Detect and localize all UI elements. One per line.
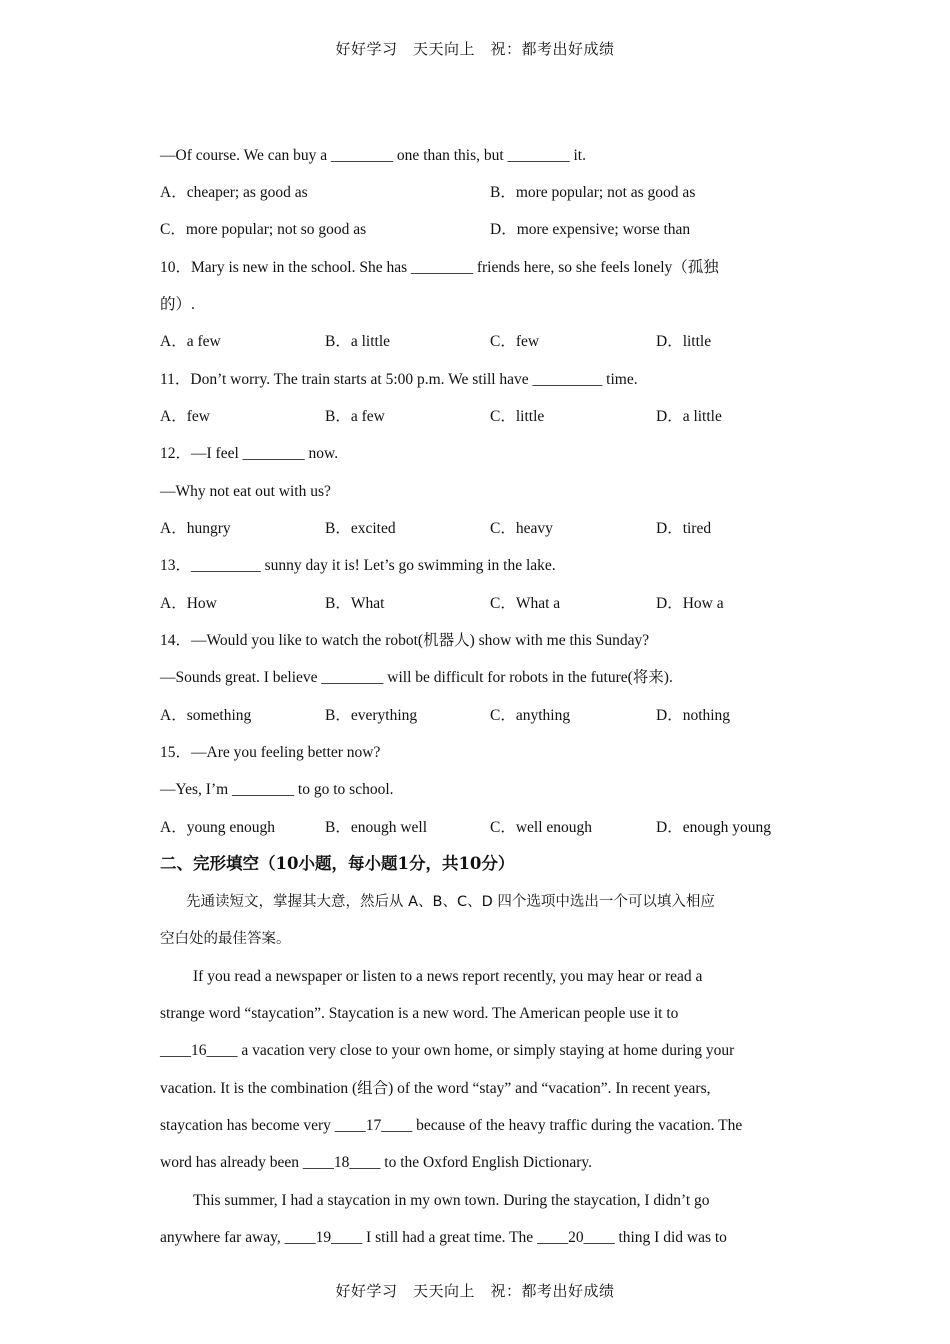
q12-stem-line-2: —Why not eat out with us? — [160, 483, 331, 500]
q11-option-d: D．a little — [656, 408, 722, 425]
q14-option-d: D．nothing — [656, 707, 731, 724]
q14-stem-line-1: 14．—Would you like to watch the robot(机器人) show with me this Sunday? — [160, 632, 650, 649]
q12-option-c: C．heavy — [490, 520, 553, 537]
q10-option-b: B．a little — [325, 333, 391, 350]
passage-line: This summer, I had a staycation in my own town. During the staycation, I didn’t go — [193, 1192, 710, 1209]
q12-option-d: D．tired — [656, 520, 712, 537]
q15-option-c: C．well enough — [490, 819, 593, 836]
q10-stem-line-1: 10．Mary is new in the school. She has ________ friends here, so she feels lonely（孤独 — [160, 259, 719, 276]
q15-option-a: A．young enough — [160, 819, 275, 836]
passage-line: If you read a newspaper or listen to a news report recently, you may hear or read a — [193, 968, 703, 985]
section-2-title: 二、完形填空（10小题，每小题1分，共10分） — [160, 854, 515, 873]
passage-text: anywhere far away, — [160, 1229, 285, 1246]
passage-line — [160, 1041, 734, 1061]
passage-line — [160, 1116, 742, 1136]
q9-option-d: D．more expensive; worse than — [490, 221, 691, 238]
q14-stem-line-2: —Sounds great. I believe ________ will be difficult for robots in the future(将来). — [160, 669, 673, 686]
q13-option-a: A．How — [160, 595, 217, 612]
q9-option-c: C．more popular; not so good as — [160, 221, 367, 238]
q11-option-a: A．few — [160, 408, 210, 425]
q9-option-a: A．cheaper; as good as — [160, 184, 308, 201]
q13-option-d: D．How a — [656, 595, 724, 612]
blank-16: ____16____ — [160, 1042, 238, 1059]
passage-text: staycation has become very — [160, 1117, 335, 1134]
q15-option-d: D．enough young — [656, 819, 771, 836]
blank-19: ____19____ — [284, 1229, 363, 1246]
q12-option-a: A．hungry — [160, 520, 231, 537]
section-2-instruction-line-1: 先通读短文，掌握其大意，然后从 A、B、C、D 四个选项中选出一个可以填入相应 — [186, 894, 715, 910]
passage-line: vacation. It is the combination (组合) of the word “stay” and “vacation”. In recent years, — [160, 1080, 711, 1097]
q15-option-b: B．enough well — [325, 819, 428, 836]
q14-option-b: B．everything — [325, 707, 418, 724]
q10-option-a: A．a few — [160, 333, 221, 350]
page-footer: 好好学习 天天向上 祝：都考出好成绩 — [335, 1282, 615, 1300]
blank-18: ____18____ — [302, 1154, 381, 1171]
q11-stem: 11．Don’t worry. The train starts at 5:00 p.m. We still have _________ time. — [160, 371, 638, 388]
page-header: 好好学习 天天向上 祝：都考出好成绩 — [335, 40, 615, 58]
q14-option-a: A．something — [160, 707, 252, 724]
q13-option-c: C．What a — [490, 595, 561, 612]
passage-text: a vacation very close to your own home, or simply staying at home during your — [237, 1042, 735, 1059]
q10-option-c: C．few — [490, 333, 540, 350]
q12-stem-line-1: 12．—I feel ________ now. — [160, 445, 339, 462]
passage-text: because of the heavy traffic during the vacation. The — [412, 1117, 743, 1134]
q15-stem-line-1: 15．—Are you feeling better now? — [160, 744, 381, 761]
q12-option-b: B．excited — [325, 520, 396, 537]
q10-option-d: D．little — [656, 333, 712, 350]
passage-text: word has already been — [160, 1154, 303, 1171]
passage-text: I still had a great time. The — [362, 1229, 538, 1246]
passage-text: thing I did was to — [614, 1229, 727, 1246]
passage-text: to the Oxford English Dictionary. — [380, 1154, 593, 1171]
q13-stem: 13．_________ sunny day it is! Let’s go swimming in the lake. — [160, 557, 556, 574]
q10-stem-line-2: 的）. — [160, 296, 195, 313]
q15-stem-line-2: —Yes, I’m ________ to go to school. — [160, 781, 394, 798]
q11-option-c: C．little — [490, 408, 545, 425]
passage-line — [160, 1153, 592, 1173]
section-2-instruction-line-2: 空白处的最佳答案。 — [160, 931, 291, 947]
passage-line — [160, 1228, 727, 1248]
blank-17: ____17____ — [334, 1117, 413, 1134]
q14-option-c: C．anything — [490, 707, 571, 724]
q9-answer-line: —Of course. We can buy a ________ one than this, but ________ it. — [160, 147, 586, 164]
passage-line: strange word “staycation”. Staycation is a new word. The American people use it to — [160, 1005, 679, 1022]
q13-option-b: B．What — [325, 595, 385, 612]
q9-option-b: B．more popular; not as good as — [490, 184, 696, 201]
q11-option-b: B．a few — [325, 408, 385, 425]
blank-20: ____20____ — [537, 1229, 615, 1246]
